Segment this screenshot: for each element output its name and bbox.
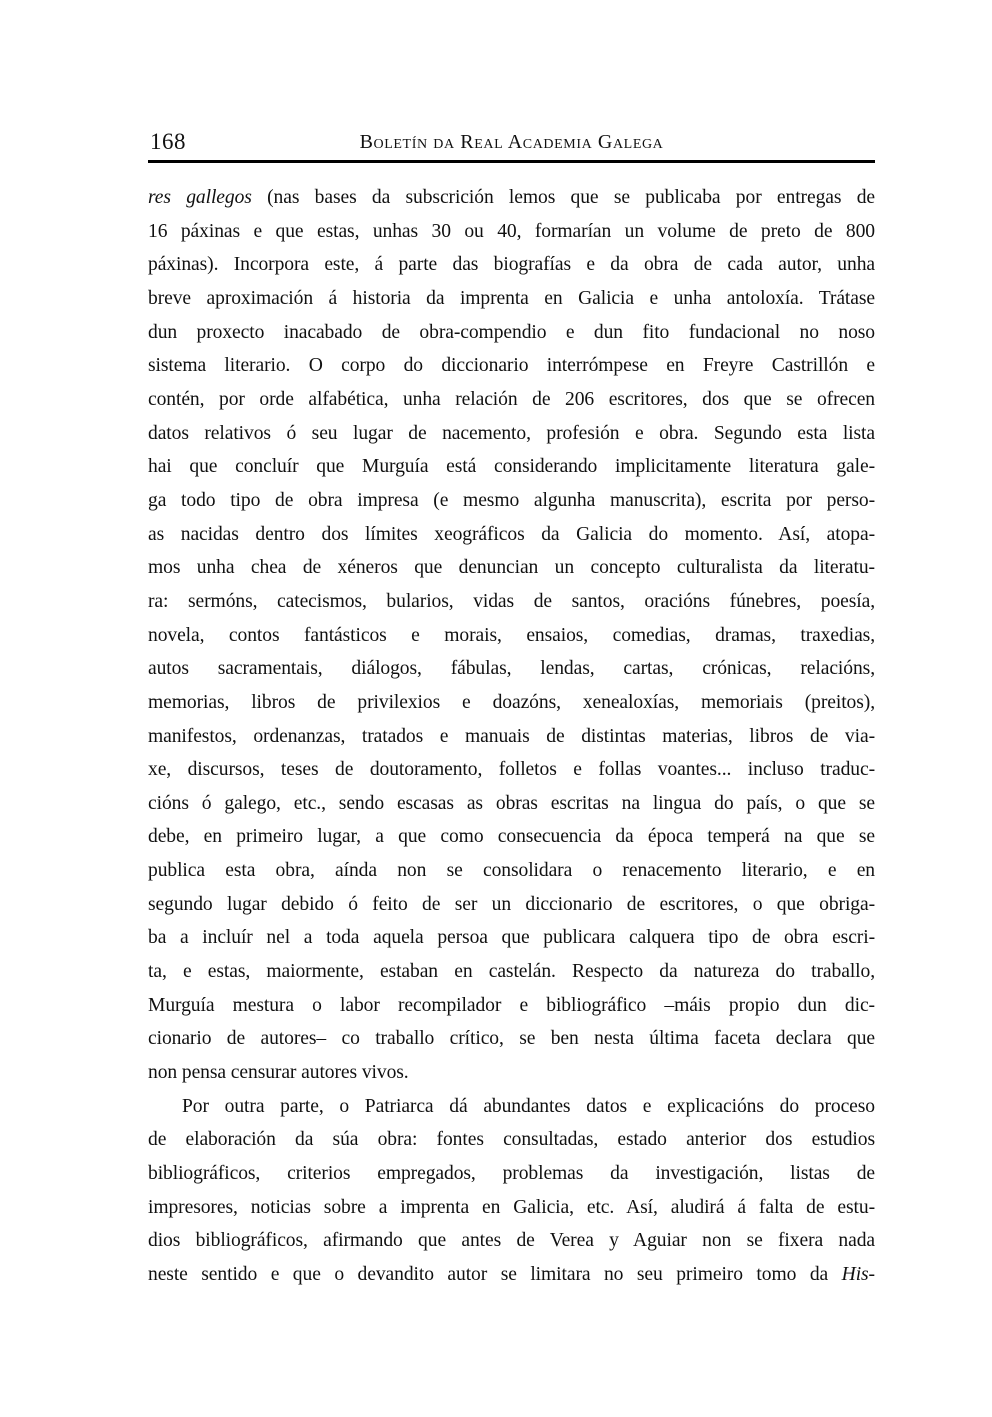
text-line: datos relativos ó seu lugar de nacemento, profesión e obra. Segundo esta lista (148, 422, 875, 444)
header-rule (148, 160, 875, 163)
text-line: impresores, noticias sobre a imprenta en Galicia, etc. Así, aludirá á falta de estu- (148, 1196, 875, 1218)
text-line: 16 páxinas e que estas, unhas 30 ou 40, formarían un volume de preto de 800 (148, 220, 875, 242)
text-line: memorias, libros de privilexios e doazóns, xenealoxías, memoriais (preitos), (148, 691, 875, 713)
text-line: cionario de autores– co traballo crítico, se ben nesta última faceta declara que (148, 1028, 875, 1050)
text-line: publica esta obra, aínda non se consolidara o renacemento literario, e en (148, 860, 875, 882)
header-title: Boletín da Real Academia Galega (359, 131, 664, 153)
page-body (148, 181, 875, 1292)
text-line: páxinas). Incorpora este, á parte das biografías e da obra de cada autor, unha (148, 254, 875, 276)
text-line: manifestos, ordenanzas, tratados e manuais de distintas materias, libros de via- (148, 725, 875, 747)
text-line: as nacidas dentro dos límites xeográficos da Galicia do momento. Así, atopa- (148, 523, 875, 545)
text-line: neste sentido e que o devandito autor se limitara no seu primeiro tomo da His- (148, 1264, 875, 1285)
text-line: dios bibliográficos, afirmando que antes de Verea y Aguiar non se fixera nada (148, 1230, 875, 1252)
text-line: hai que concluír que Murguía está considerando implicitamente literatura gale- (148, 456, 875, 478)
text-line: mos unha chea de xéneros que denuncian un concepto culturalista da literatu- (148, 557, 875, 579)
text-line: novela, contos fantásticos e morais, ensaios, comedias, dramas, traxedias, (148, 624, 875, 646)
text-line: bibliográficos, criterios empregados, problemas da investigación, listas de (148, 1163, 875, 1185)
text-line: ba a incluír nel a toda aquela persoa que publicara calquera tipo de obra escri- (148, 927, 875, 949)
text-line: dun proxecto inacabado de obra-compendio e dun fito fundacional no noso (148, 321, 875, 343)
page-number: 168 (150, 129, 186, 154)
text-line: breve aproximación á historia da imprenta en Galicia e unha antoloxía. Trátase (148, 287, 875, 309)
text-line: cións ó galego, etc., sendo escasas as obras escritas na lingua do país, o que se (148, 792, 875, 814)
text-line: segundo lugar debido ó feito de ser un diccionario de escritores, o que obriga- (148, 893, 875, 915)
text-line: non pensa censurar autores vivos. (148, 1062, 409, 1084)
text-line: autos sacramentais, diálogos, fábulas, lendas, cartas, crónicas, relacións, (148, 658, 875, 680)
text-line: sistema literario. O corpo do diccionario interrómpese en Freyre Castrillón e (148, 355, 875, 377)
paragraph-2 (148, 1090, 875, 1292)
text-line: contén, por orde alfabética, unha relación de 206 escritores, dos que se ofrecen (148, 388, 875, 410)
text-line: Por outra parte, o Patriarca dá abundantes datos e explicacións do proceso (182, 1095, 875, 1117)
text-line: xe, discursos, teses de doutoramento, folletos e follas voantes... incluso traduc- (148, 759, 875, 781)
text-column (148, 128, 875, 1292)
paragraph-1 (148, 181, 875, 1090)
text-line: Murguía mestura o labor recompilador e bibliográfico –máis propio dun dic- (148, 994, 875, 1016)
page-header (148, 128, 875, 158)
text-line: ta, e estas, maiormente, estaban en castelán. Respecto da natureza do traballo, (148, 961, 875, 983)
text-line: debe, en primeiro lugar, a que como consecuencia da época temperá na que se (148, 826, 875, 848)
text-line: ga todo tipo de obra impresa (e mesmo algunha manuscrita), escrita por perso- (148, 489, 875, 511)
text-line: de elaboración da súa obra: fontes consultadas, estado anterior dos estudios (148, 1129, 875, 1151)
text-line: ra: sermóns, catecismos, bularios, vidas de santos, oracións fúnebres, poesía, (148, 590, 875, 612)
text-line: res gallegos (nas bases da subscrición lemos que se publicaba por entregas de (148, 187, 875, 208)
